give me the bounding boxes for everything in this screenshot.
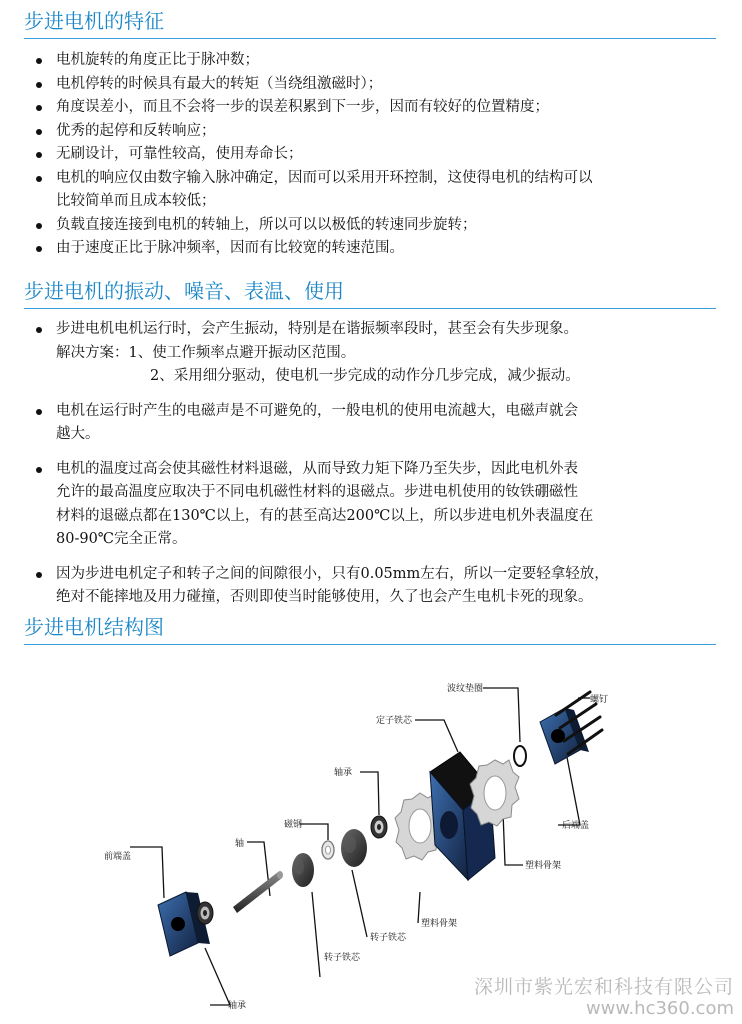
list-item-vibration xyxy=(32,318,712,389)
vibration-line-2: 解决方案：1、使工作频率点避开振动区范围。 xyxy=(56,344,356,361)
label-rotor-core-lower: 转子铁芯 xyxy=(324,953,361,963)
features-list xyxy=(32,49,712,261)
noise-line-2: 越大。 xyxy=(56,426,100,442)
handling-line-2: 绝对不能摔地及用力碰撞，否则即使当时能够使用，久了也会产生电机卡死的现象。 xyxy=(56,589,593,605)
magnet-ring-part xyxy=(322,841,334,859)
feature-line: 角度误差小，而且不会将一步的误差积累到下一步，因而有较好的位置精度； xyxy=(56,99,549,115)
label-rear-cover: 后端盖 xyxy=(562,821,590,831)
label-rotor-core-upper: 转子铁芯 xyxy=(370,933,407,943)
feature-line: 比较简单而且成本较低； xyxy=(56,193,216,209)
label-stator-core: 定子铁芯 xyxy=(376,716,413,726)
feature-item xyxy=(32,73,712,97)
list-item-handling xyxy=(32,563,712,610)
label-magnet: 磁钢 xyxy=(284,820,303,830)
list-item-temperature xyxy=(32,458,712,552)
section-title-structure: 步进电机结构图 xyxy=(24,614,716,645)
section-title-vibration: 步进电机的振动、噪音、表温、使用 xyxy=(24,278,716,309)
section-title-features: 步进电机的特征 xyxy=(24,8,716,39)
feature-line: 优秀的起停和反转响应； xyxy=(56,122,216,139)
usage-notes-list xyxy=(32,318,712,621)
rear-cover-part xyxy=(540,708,589,764)
feature-item xyxy=(32,49,712,73)
watermark xyxy=(474,976,734,1020)
feature-line: 负载直接连接到电机的转轴上，所以可以以极低的转速同步旋转； xyxy=(56,216,477,233)
temperature-line-2: 允许的最高温度应取决于不同电机磁性材料的退磁点。步进电机使用的钕铁硼磁性 xyxy=(56,484,578,500)
label-front-cover: 前端盖 xyxy=(104,852,132,862)
shaft-part xyxy=(233,871,283,913)
vibration-line-3: 2、采用细分驱动，使电机一步完成的动作分几步完成，减少振动。 xyxy=(150,368,580,384)
label-plastic-frame-right: 塑料骨架 xyxy=(525,861,562,871)
feature-item xyxy=(32,143,712,167)
rotor-core-lower-part xyxy=(292,853,314,887)
temperature-line-3: 材料的退磁点都在130℃以上，有的甚至高达200℃以上，所以步进电机外表温度在 xyxy=(56,507,594,524)
rotor-core-upper-part xyxy=(341,829,367,867)
motor-exploded-diagram xyxy=(90,660,650,1010)
feature-item xyxy=(32,120,712,144)
feature-line: 无刷设计，可靠性较高，使用寿命长； xyxy=(56,146,303,162)
feature-line: 由于速度正比于脉冲频率，因而有比较宽的转速范围。 xyxy=(56,240,404,256)
label-plastic-frame-bottom: 塑料骨架 xyxy=(421,919,458,929)
feature-item xyxy=(32,167,712,214)
handling-line-1: 因为步进电机定子和转子之间的间隙很小，只有0.05mm左右，所以一定要轻拿轻放， xyxy=(56,565,609,582)
temperature-line-1: 电机的温度过高会使其磁性材料退磁，从而导致力矩下降乃至失步，因此电机外表 xyxy=(56,460,578,477)
bearing-lower-part xyxy=(197,902,213,924)
label-shaft: 轴 xyxy=(235,839,245,849)
list-item-noise xyxy=(32,400,712,447)
watermark-url: www.hc360.com xyxy=(585,998,734,1019)
feature-item xyxy=(32,214,712,238)
feature-line: 电机旋转的角度正比于脉冲数； xyxy=(56,52,259,68)
label-bearing-top: 轴承 xyxy=(334,768,353,778)
feature-item xyxy=(32,96,712,120)
feature-item xyxy=(32,237,712,261)
label-bearing-bottom: 轴承 xyxy=(228,1001,247,1010)
watermark-company: 深圳市紫光宏和科技有限公司 xyxy=(473,976,734,998)
feature-line: 电机的响应仅由数字输入脉冲确定，因而可以采用开环控制，这使得电机的结构可以 xyxy=(56,169,593,186)
vibration-line-1: 步进电机电机运行时，会产生振动，特别是在谐振频率段时，甚至会有失步现象。 xyxy=(56,321,578,337)
plastic-frame-upper-part xyxy=(470,760,519,826)
front-cover-part xyxy=(158,892,210,956)
bearing-upper-part xyxy=(371,816,387,838)
feature-line: 电机停转的时候具有最大的转矩（当绕组激磁时）； xyxy=(56,75,383,92)
wave-washer-part xyxy=(514,746,526,766)
noise-line-1: 电机在运行时产生的电磁声是不可避免的，一般电机的使用电流越大，电磁声就会 xyxy=(56,402,578,419)
label-wave-washer: 波纹垫圈 xyxy=(447,684,484,694)
label-screw: 螺钉 xyxy=(590,695,609,705)
temperature-line-4: 80-90℃完全正常。 xyxy=(56,531,187,547)
